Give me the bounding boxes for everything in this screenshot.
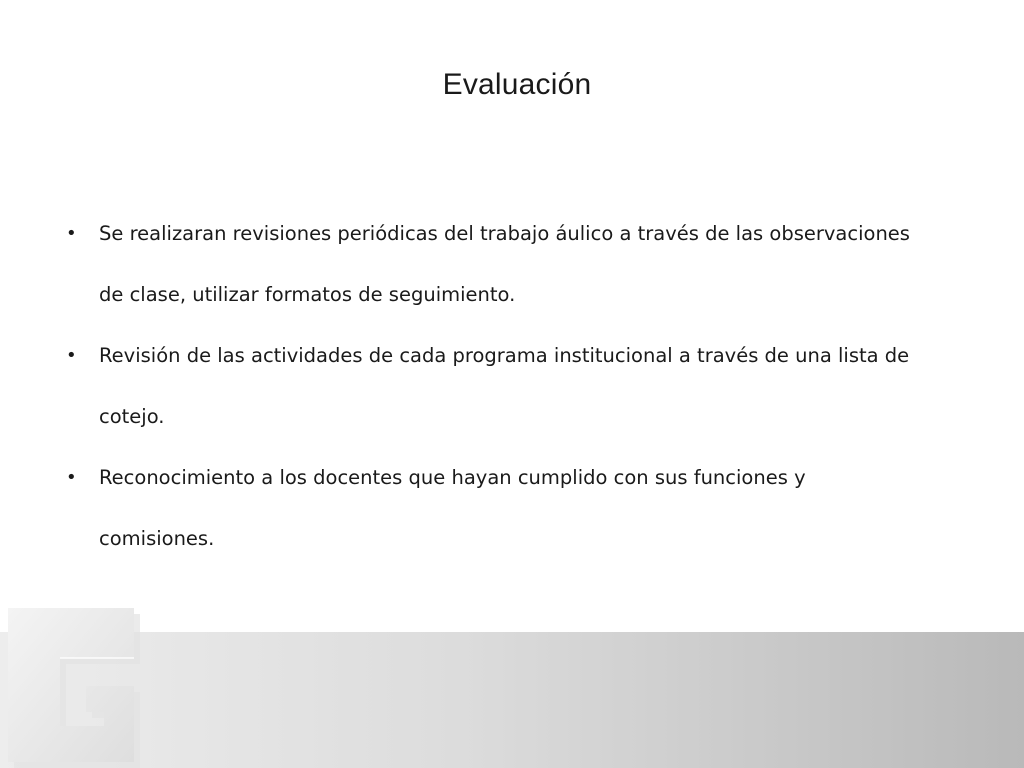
bullet-text: Revisión de las actividades de cada programa institucional a través de una lista de cotejo. [99,344,910,428]
bullet-marker: • [66,467,77,488]
bullet-text: Se realizaran revisiones periódicas del trabajo áulico a través de las observaciones de clase, utilizar formatos de seguimiento. [99,222,910,306]
bullet-marker: • [66,345,77,366]
footer-band [0,632,1024,768]
slide-title: Evaluación [442,68,592,101]
bullet-item [66,325,926,447]
bullet-list [66,203,926,569]
bullet-marker: • [66,223,77,244]
g-letter-logo-icon [0,600,145,768]
bullet-text: Reconocimiento a los docentes que hayan cumplido con sus funciones y comisiones. [99,466,806,550]
bullet-item [66,203,926,325]
bullet-item [66,447,926,569]
